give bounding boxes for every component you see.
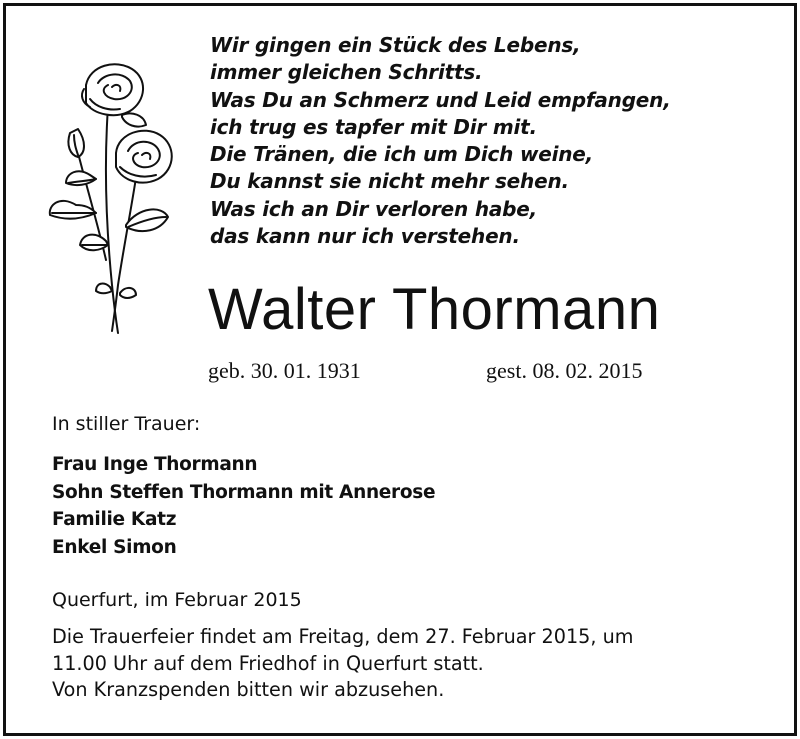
funeral-line: 11.00 Uhr auf dem Friedhof in Querfurt statt. [52,651,484,675]
poem-line: Die Tränen, die ich um Dich weine, [210,142,594,167]
poem-line: das kann nur ich verstehen. [210,224,520,249]
place-date: Querfurt, im Februar 2015 [52,589,302,611]
birth-date: geb. 30. 01. 1931 [208,358,361,383]
poem-line: Was ich an Dir verloren habe, [210,196,538,221]
poem-line: ich trug es tapfer mit Dir mit. [210,114,537,139]
family-member: Sohn Steffen Thormann mit Annerose [52,481,436,503]
poem-line: Was Du an Schmerz und Leid empfangen, [210,87,671,112]
poem-line: Wir gingen ein Stück des Lebens, [210,33,581,57]
deceased-name: Walter Thormann [208,277,661,342]
family-member: Frau Inge Thormann [52,454,258,475]
poem-line: Du kannst sie nicht mehr sehen. [210,169,569,194]
family-member: Enkel Simon [52,536,177,558]
poem-line: immer gleichen Schritts. [210,60,483,85]
funeral-info [52,624,633,704]
rose-icon [46,55,186,340]
death-date: gest. 08. 02. 2015 [486,358,643,383]
funeral-line: Die Trauerfeier findet am Freitag, dem 27. Februar 2015, um [52,625,634,648]
mourning-intro: In stiller Trauer: [52,413,201,435]
funeral-line: Von Kranzspenden bitten wir abzusehen. [52,678,445,701]
family-member: Familie Katz [52,509,177,530]
family-list [52,451,435,561]
poem [210,32,770,250]
